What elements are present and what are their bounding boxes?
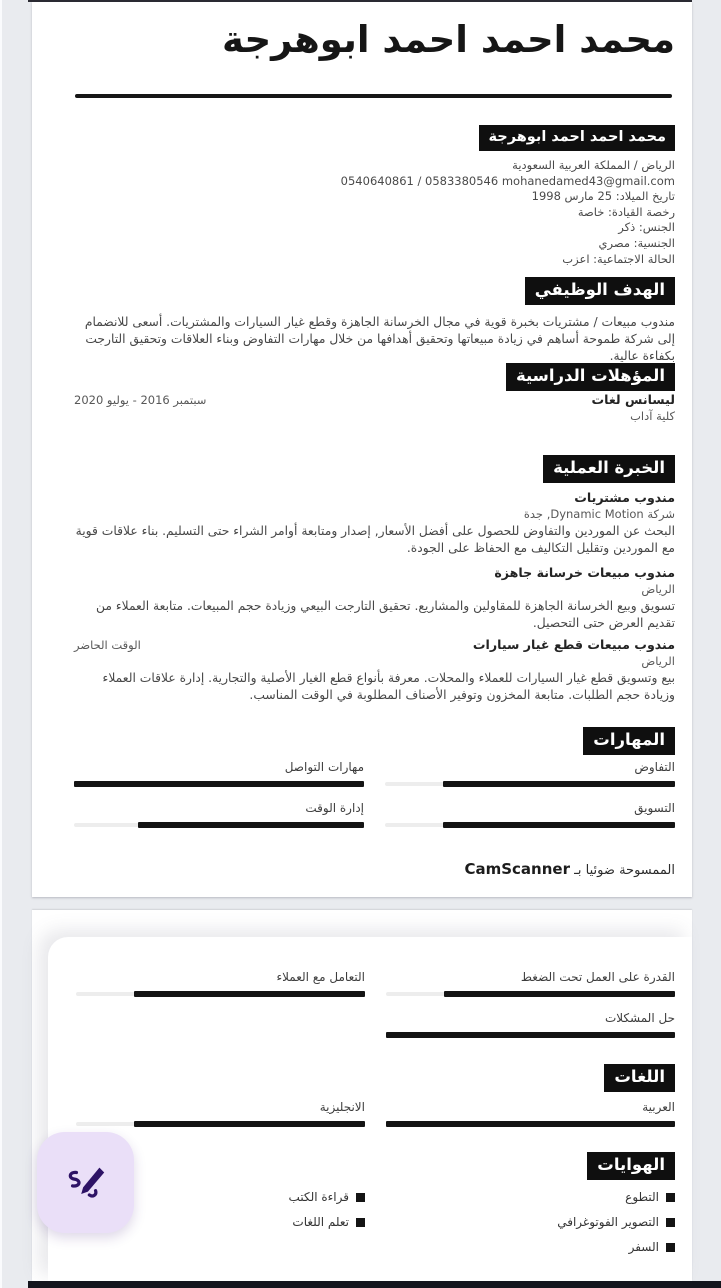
contact-license: رخصة القيادة: خاصة bbox=[577, 204, 675, 219]
language-item bbox=[386, 1100, 675, 1127]
skill-item bbox=[385, 801, 675, 828]
contact-phones-email: 0540640861 / 0583380546 mohanedamed43@gmail.com bbox=[340, 173, 675, 188]
square-bullet-icon bbox=[666, 1218, 675, 1227]
signature-pen-icon bbox=[63, 1160, 109, 1206]
skill-level-bar bbox=[76, 991, 365, 997]
skill-level-bar bbox=[74, 781, 364, 787]
skill-label: إدارة الوقت bbox=[305, 801, 364, 815]
square-bullet-icon bbox=[356, 1218, 365, 1227]
section-heading-hobbies: الهوايات bbox=[587, 1152, 675, 1180]
skill-label: القدرة على العمل تحت الضغط bbox=[520, 970, 675, 984]
skill-label: التعامل مع العملاء bbox=[276, 970, 365, 984]
job-organization: الرياض bbox=[641, 582, 675, 596]
hobbies-grid bbox=[76, 1190, 675, 1254]
camscanner-watermark-text: الممسوحة ضوئيا بـ bbox=[569, 863, 675, 878]
section-heading-languages: اللغات bbox=[604, 1064, 675, 1092]
signature-edit-fab[interactable] bbox=[37, 1132, 134, 1233]
square-bullet-icon bbox=[356, 1193, 365, 1202]
skill-label: التفاوض bbox=[634, 760, 675, 774]
square-bullet-icon bbox=[666, 1243, 675, 1252]
skill-level-bar bbox=[385, 822, 675, 828]
job-description: البحث عن الموردين والتفاوض للحصول على أفضل الأسعار, إصدار ومتابعة أوامر الشراء حتى التسليم. بناء علاقات قوية مع الموردين وتقليل التكاليف مع الحفاظ على الجودة. bbox=[75, 524, 675, 555]
skills-grid bbox=[74, 760, 675, 828]
hobby-label: التصوير الفوتوغرافي bbox=[557, 1215, 659, 1229]
job-title: مندوب مبيعات خرسانة جاهزة bbox=[494, 565, 675, 580]
contact-gender: الجنس: ذكر bbox=[618, 220, 675, 235]
job-title: مندوب مبيعات قطع غيار سيارات bbox=[472, 637, 675, 652]
contact-marital-status: الحالة الاجتماعية: اعزب bbox=[562, 251, 675, 266]
hobby-label: السفر bbox=[628, 1240, 659, 1254]
job-entry bbox=[74, 637, 675, 704]
skill-level-bar bbox=[385, 781, 675, 787]
skill-level-bar bbox=[386, 1032, 675, 1038]
skill-level-bar bbox=[74, 822, 364, 828]
contact-location: الرياض / المملكة العربية السعودية bbox=[512, 158, 675, 172]
job-date: الوقت الحاضر bbox=[74, 638, 141, 652]
job-description: بيع وتسويق قطع غيار السيارات للعملاء والمحلات. معرفة بأنواع قطع الغيار الأصلية والتجارية. إدارة علاقات العملاء وزيادة حجم الطلبات. متابعة المخزون وتوفير الأصناف المطلوبة في الوقت المناسب. bbox=[102, 671, 675, 702]
skill-item bbox=[76, 970, 365, 997]
objective-text: مندوب مبيعات / مشتريات بخبرة قوية في مجال الخرسانة الجاهزة وقطع غيار السيارات والمشتريات. أسعى للانضمام إلى شركة طموحة أساهم في زيادة مبيعاتها وتحقيق أهدافها من خلال مهارات التفاوض وبناء العلاقات وتحقيق التارجت بكفاءة عالية. bbox=[84, 315, 675, 363]
cv-page-1 bbox=[32, 2, 692, 897]
job-entry bbox=[74, 490, 675, 557]
hobby-item bbox=[386, 1240, 675, 1254]
hobby-item bbox=[386, 1190, 675, 1204]
education-school: كلية آداب bbox=[630, 409, 675, 423]
language-label: الانجليزية bbox=[319, 1100, 365, 1114]
education-degree: ليسانس لغات bbox=[591, 392, 675, 407]
language-item bbox=[76, 1100, 365, 1127]
job-organization: شركة Dynamic Motion, جدة bbox=[523, 507, 675, 521]
skill-label: حل المشكلات bbox=[604, 1011, 675, 1025]
section-heading-education: المؤهلات الدراسية bbox=[506, 363, 675, 391]
contact-nationality: الجنسية: مصري bbox=[598, 235, 675, 250]
hobby-label: التطوع bbox=[625, 1190, 659, 1204]
name-heading-bar: محمد احمد احمد ابوهرجة bbox=[479, 125, 675, 151]
cv-page-2-scan-card bbox=[48, 937, 692, 1281]
job-entry bbox=[74, 565, 675, 632]
hobby-item bbox=[386, 1215, 675, 1229]
language-level-bar bbox=[386, 1121, 675, 1127]
skill-label: مهارات التواصل bbox=[284, 760, 364, 774]
job-organization: الرياض bbox=[641, 654, 675, 668]
education-dates: سبتمبر 2016 - يوليو 2020 bbox=[74, 393, 207, 407]
cv-main-title: محمد احمد احمد ابوهرجة bbox=[222, 18, 675, 61]
job-title: مندوب مشتريات bbox=[574, 490, 675, 505]
skill-level-bar bbox=[386, 991, 675, 997]
camscanner-brand: CamScanner bbox=[464, 860, 570, 878]
section-heading-skills: المهارات bbox=[583, 727, 675, 755]
skill-item bbox=[386, 970, 675, 997]
skills-grid-continued bbox=[76, 970, 675, 1038]
skill-item bbox=[385, 760, 675, 787]
contact-birthdate: تاريخ الميلاد: 25 مارس 1998 bbox=[531, 189, 675, 204]
skill-item bbox=[386, 1011, 675, 1038]
bottom-dark-strip bbox=[28, 1281, 721, 1288]
hobby-label: قراءة الكتب bbox=[288, 1190, 349, 1204]
camscanner-watermark bbox=[74, 860, 675, 878]
skill-item bbox=[74, 760, 364, 787]
languages-grid bbox=[76, 1100, 675, 1127]
language-level-bar bbox=[76, 1121, 365, 1127]
skill-item bbox=[74, 801, 364, 828]
skill-label: التسويق bbox=[634, 801, 675, 815]
language-label: العربية bbox=[642, 1100, 675, 1114]
screen-left-edge bbox=[0, 0, 2, 1288]
education-entry bbox=[74, 392, 675, 424]
job-description: تسويق وبيع الخرسانة الجاهزة للمقاولين والمشاريع. تحقيق التارجت البيعي وزيادة حجم المبيعات. متابعة العملاء من تقديم العرض حتى التحصيل. bbox=[95, 599, 675, 630]
section-heading-experience: الخبرة العملية bbox=[543, 455, 675, 483]
square-bullet-icon bbox=[666, 1193, 675, 1202]
section-heading-objective: الهدف الوظيفي bbox=[525, 277, 675, 305]
hobby-label: تعلم اللغات bbox=[292, 1215, 349, 1229]
title-divider-line bbox=[75, 94, 672, 98]
contact-block bbox=[72, 158, 675, 267]
